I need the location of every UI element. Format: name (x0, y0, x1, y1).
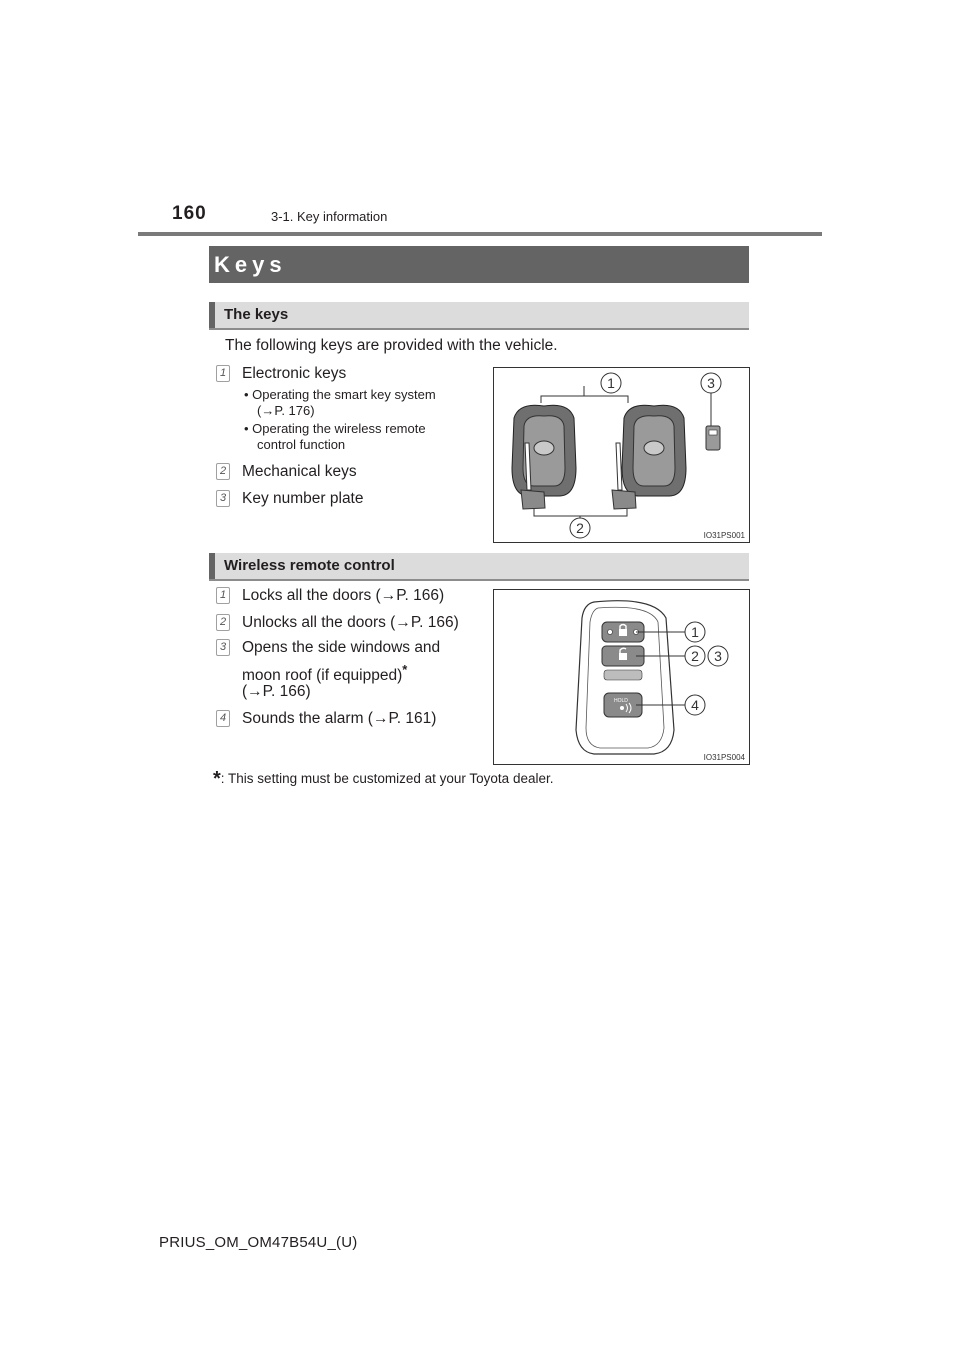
callout-1: 1 (691, 624, 699, 640)
footnote-text: : This setting must be customized at your Toyota dealer. (220, 771, 554, 786)
item-alarm: Sounds the alarm (→P. 161) (242, 710, 437, 727)
callout-3: 3 (707, 375, 715, 391)
asterisk-mark: * (402, 662, 408, 677)
document-code: PRIUS_OM_OM47B54U_(U) (159, 1234, 358, 1251)
intro-text: The following keys are provided with the vehicle. (225, 337, 558, 354)
hold-label: HOLD (614, 698, 628, 704)
item-windows-text: moon roof (if equipped) (242, 667, 403, 685)
footnote-mark: * (213, 768, 221, 790)
page-title: Keys (214, 252, 287, 277)
figure-id: IO31PS001 (703, 531, 745, 540)
item-number: 3 (216, 490, 230, 507)
keys-figure (493, 367, 750, 543)
item-key-number-plate: Key number plate (242, 490, 364, 507)
item-electronic-keys: Electronic keys (242, 365, 347, 382)
keys-illustration (494, 368, 749, 542)
subheading-label: The keys (224, 306, 289, 323)
item-number: 3 (216, 639, 230, 656)
bullet-text: • Operating the smart key system (244, 387, 436, 402)
header-rule (138, 232, 822, 236)
item-windows-line1: Opens the side windows and (242, 639, 441, 656)
callout-1: 1 (607, 375, 615, 391)
page-number: 160 (172, 203, 207, 224)
bullet-text: • Operating the wireless remote (244, 421, 426, 436)
callout-4: 4 (691, 697, 699, 713)
item-number: 1 (216, 365, 230, 382)
callout-2: 2 (691, 648, 699, 664)
figure-id: IO31PS004 (703, 753, 745, 762)
section-reference: 3-1. Key information (271, 209, 388, 224)
item-number: 2 (216, 614, 230, 631)
item-windows-line3: (→P. 166) (242, 683, 311, 700)
title-bar (209, 246, 749, 283)
subheading-label: Wireless remote control (224, 557, 395, 574)
remote-illustration (494, 590, 749, 764)
item-windows-line2 (242, 661, 407, 685)
subheading-the-keys (209, 302, 749, 330)
item-unlock: Unlocks all the doors (→P. 166) (242, 614, 459, 631)
bullet-text: (→P. 176) (257, 403, 315, 418)
callout-2: 2 (576, 520, 584, 536)
bullet-text: control function (257, 437, 346, 452)
item-lock: Locks all the doors (→P. 166) (242, 587, 445, 604)
subheading-wireless-remote (209, 553, 749, 581)
footnote (213, 768, 554, 790)
item-number: 4 (216, 710, 230, 727)
remote-figure (493, 589, 750, 765)
callout-3: 3 (714, 648, 722, 664)
item-number: 1 (216, 587, 230, 604)
item-number: 2 (216, 463, 230, 480)
item-mechanical-keys: Mechanical keys (242, 463, 357, 480)
